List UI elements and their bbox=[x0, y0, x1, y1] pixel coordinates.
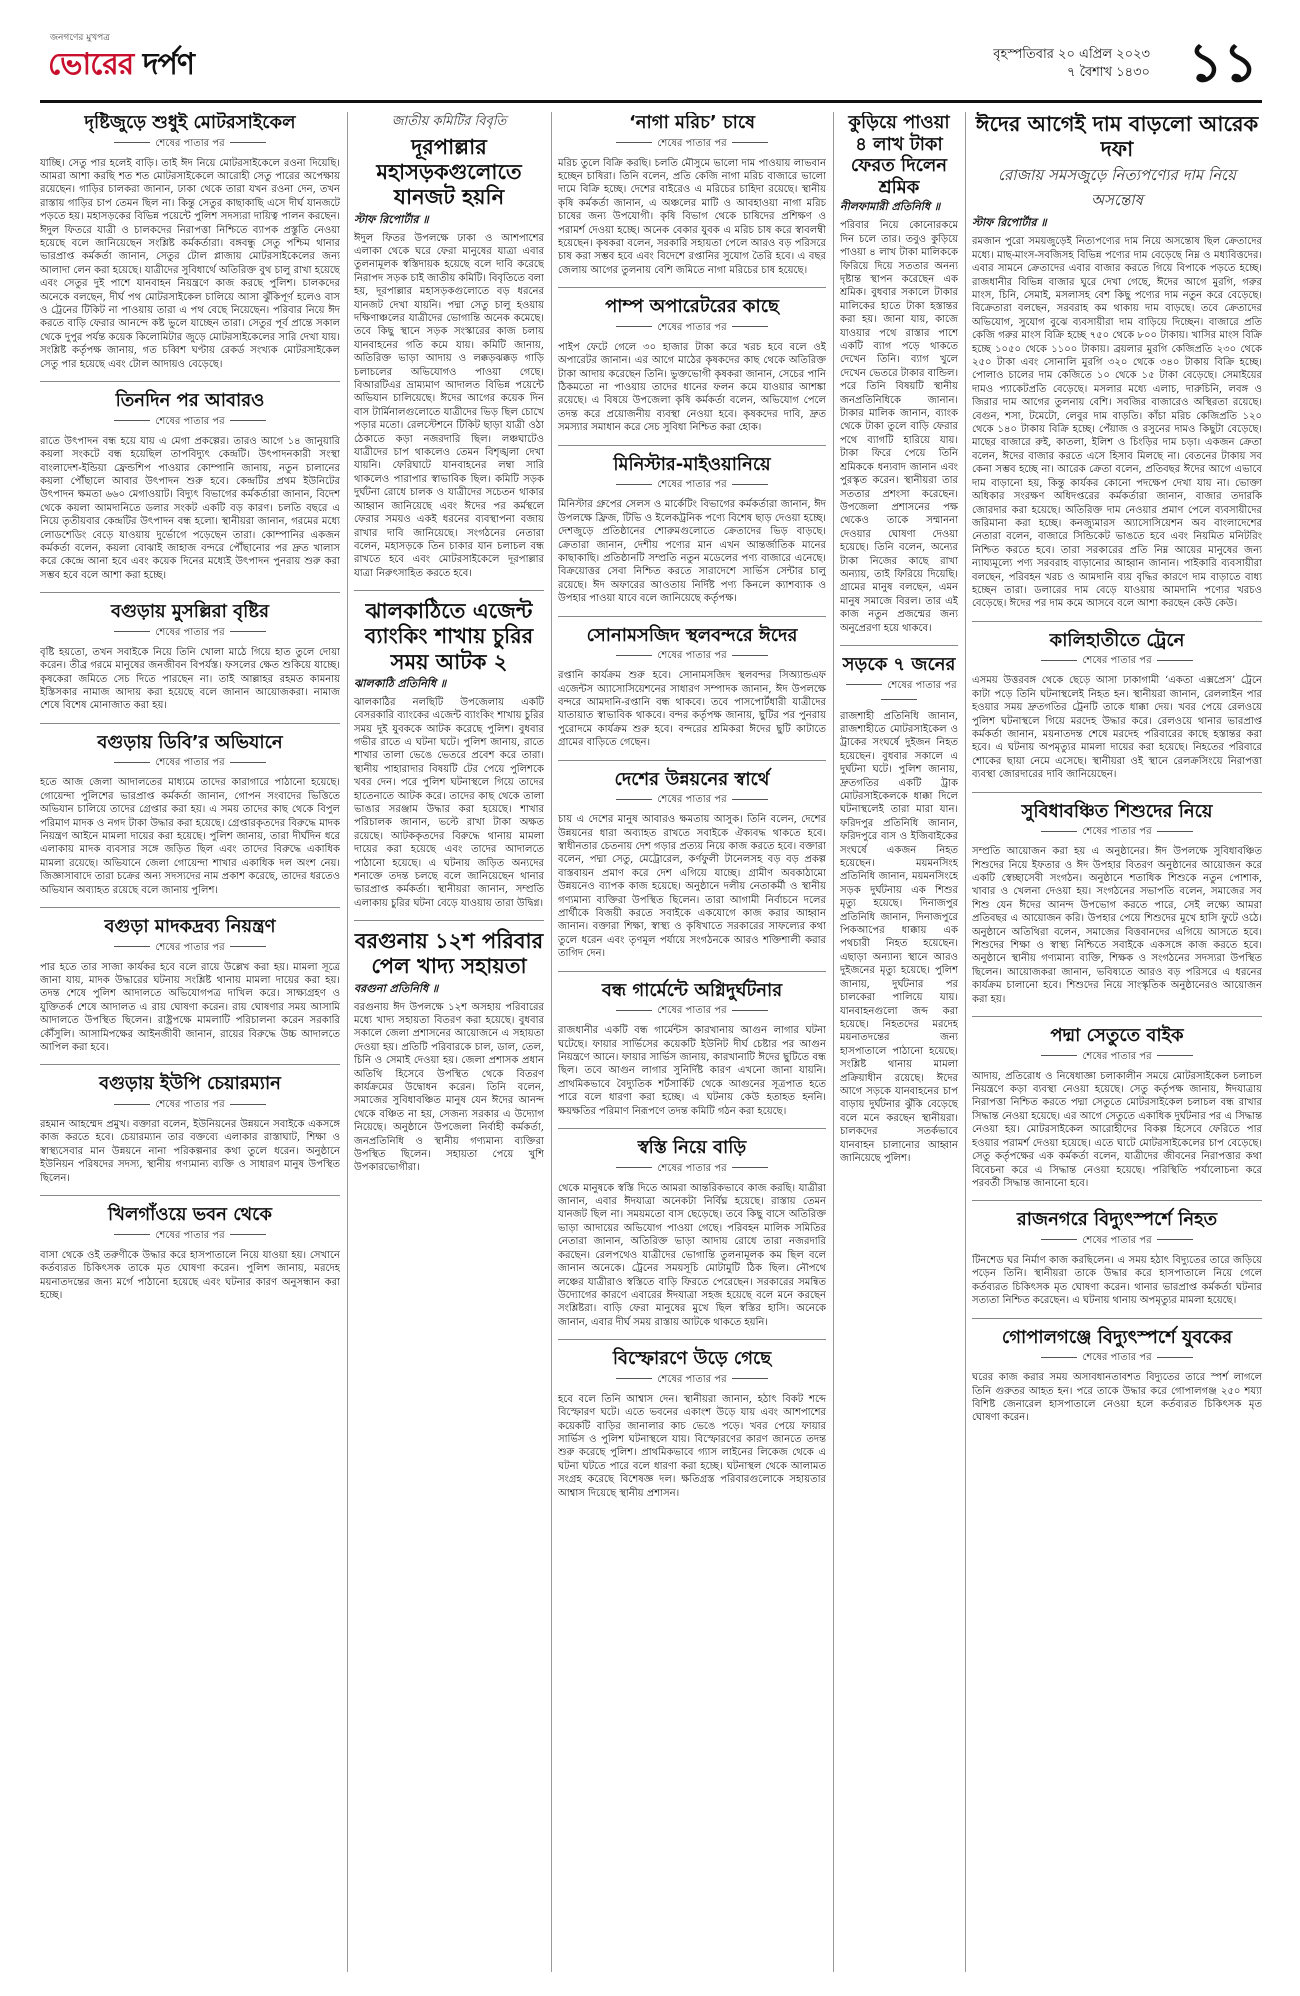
story-body: বৃষ্টি হয়তো, তখন সবাইকে নিয়ে তিনি খোলা মাঠে গিয়ে হাত তুলে দোয়া করেন। তীব্র গরমে মানুষের জনজীবন বিপর্যস্ত। ফসলের ক্ষেত শুকিয়ে যাচ্ছে। কৃষকেরা জমিতে সেচ দিতে পারছেন না। তাই আল্লাহর রহমত কামনায় ইস্তিসকার নামাজ আদায় করা হয়েছে বলে জানান আয়োজকরা। নামাজ শেষে বিশেষ মোনাজাত করা হয়। bbox=[40, 646, 340, 712]
headline: খিলগাঁওয়ে ভবন থেকে bbox=[108, 1204, 272, 1226]
headline: কালিহাতীতে ট্রেনে bbox=[1049, 629, 1185, 651]
story-road-7 bbox=[840, 654, 958, 1165]
continued-label: শেষের পাতার পর bbox=[40, 136, 340, 153]
column-divider bbox=[551, 112, 552, 1972]
story-body: হবে বলে তিনি আশ্বাস দেন। স্থানীয়রা জানান, হঠাৎ বিকট শব্দে বিস্ফোরণ ঘটে। এতে ভবনের একাংশ উড়ে যায় এবং আশপাশের কয়েকটি বাড়ির জানালার কাচ ভেঙে পড়ে। খবর পেয়ে ফায়ার সার্ভিস ও পুলিশ ঘটনাস্থলে যায়। বিস্ফোরণের কারণ জানতে তদন্ত শুরু করেছে পুলিশ। প্রাথমিকভাবে গ্যাস লাইনের লিকেজ থেকে এ ঘটনা ঘটতে পারে বলে ধারণা করা হচ্ছে। ঘটনাস্থল থেকে আলামত সংগ্রহ করেছে বিশেষজ্ঞ দল। ক্ষতিগ্রস্ত পরিবারগুলোকে সহায়তার আশ্বাস দিয়েছে স্থানীয় প্রশাসন। bbox=[558, 1393, 826, 1499]
continued-label: শেষের পাতার পর bbox=[40, 1097, 340, 1114]
story-body: ঘরের কাজ করার সময় অসাবধানতাবশত বিদ্যুতের তারে স্পর্শ লাগলে তিনি গুরুতর আহত হন। পরে তাকে উদ্ধার করে গোপালগঞ্জ ২৫০ শয্যা বিশিষ্ট জেনারেল হাসপাতালে নেওয়া হলে কর্তব্যরত চিকিৎসক মৃত ঘোষণা করেন। bbox=[972, 1372, 1262, 1424]
continued-label: শেষের পাতার পর bbox=[558, 1003, 826, 1020]
story-kalihati-train bbox=[972, 630, 1262, 782]
column-5 bbox=[972, 112, 1262, 1972]
story-highways-jam bbox=[354, 112, 544, 580]
story-bogura-db bbox=[40, 732, 340, 897]
headline: ‘নাগা মরিচ’ চাষে bbox=[628, 112, 756, 133]
page-number: ১১ bbox=[1187, 31, 1258, 94]
story-padma-bike bbox=[972, 1025, 1262, 1190]
byline: নীলফামারী প্রতিনিধি ॥ bbox=[840, 200, 941, 214]
continued-label: শেষের পাতার পর bbox=[558, 477, 826, 494]
continued-label: শেষের পাতার পর bbox=[558, 792, 826, 809]
story-body: পার হতে তার সাজা কার্যকর হবে বলে রায়ে উল্লেখ করা হয়। মামলা সূত্রে জানা যায়, মাদক উদ্ধারের ঘটনায় সংশ্লিষ্ট থানায় মামলা দায়ের করা হয়। তদন্ত শেষে পুলিশ আদালতে অভিযোগপত্র দাখিল করে। সাক্ষ্যগ্রহণ ও যুক্তিতর্ক শেষে আদালত এ রায় ঘোষণা করেন। রায় ঘোষণার সময় আসামি আদালতে উপস্থিত ছিলেন। রাষ্ট্রপক্ষে মামলাটি পরিচালনা করেন সরকারি কৌঁসুলি। আসামিপক্ষের আইনজীবী জানান, রায়ের বিরুদ্ধে উচ্চ আদালতে আপিল করা হবে। bbox=[40, 961, 340, 1054]
continued-label: শেষের পাতার পর bbox=[840, 678, 958, 706]
story-deprived-children bbox=[972, 801, 1262, 1006]
story-explosion bbox=[558, 1348, 826, 1500]
headline: সুবিধাবঞ্চিত শিশুদের নিয়ে bbox=[1021, 800, 1213, 822]
headline: সড়কে ৭ জনের bbox=[842, 653, 956, 675]
headline: স্বস্তি নিয়ে বাড়ি bbox=[637, 1137, 747, 1159]
headline: বগুড়া মাদকদ্রব্য নিয়ন্ত্রণ bbox=[104, 916, 276, 938]
story-minister-microwave bbox=[558, 454, 826, 606]
story-relief-home bbox=[558, 1137, 826, 1329]
story-body: রমজান পুরো সময়জুড়েই নিত্যপণ্যের দাম নিয়ে অসন্তোষ ছিল ক্রেতাদের মধ্যে। মাছ-মাংস-সবজিসহ বিভিন্ন পণ্যের দাম বেড়েছে নিম্ন ও মধ্যবিত্তদের। এবার সামনে ক্রেতাদের এবার বাজার করতে গিয়ে বিপাকে পড়তে হচ্ছে। রাজধানীর বিভিন্ন বাজার ঘুরে দেখা গেছে, ঈদের আগে মুরগি, গরুর মাংস, চিনি, সেমাই, মসলাসহ বেশ কিছু পণ্যের দাম নতুন করে বেড়েছে। বিক্রেতারা বলছেন, সরবরাহ কম থাকায় দাম বাড়ছে। তবে ক্রেতাদের অভিযোগ, সুযোগ বুঝে ব্যবসায়ীরা দাম বাড়িয়ে দিচ্ছেন। বাজারে প্রতি কেজি গরুর মাংস বিক্রি হচ্ছে ৭৫০ থেকে ৮০০ টাকায়। খাসির মাংস বিক্রি হচ্ছে ১০৫০ থেকে ১১০০ টাকায়। ব্রয়লার মুরগি কেজিপ্রতি ২৩০ থেকে ২৫০ টাকা এবং সোনালি মুরগি ৩২০ থেকে ৩৪০ টাকায় বিক্রি হচ্ছে। পোলাও চালের দাম কেজিতে ১০ থেকে ১৫ টাকা বেড়েছে। সেমাইয়ের দামও প্যাকেটপ্রতি বেড়েছে। মসলার মধ্যে এলাচ, দারুচিনি, লবঙ্গ ও জিরার দাম আগের তুলনায় বেশি। সবজির বাজারেও অস্থিরতা রয়েছে। বেগুন, শসা, টমেটো, লেবুর দাম বাড়তি। কাঁচা মরিচ কেজিপ্রতি ১২০ থেকে ১৪০ টাকায় বিক্রি হচ্ছে। পেঁয়াজ ও রসুনের দামও কিছুটা বেড়েছে। মাছের বাজারে রুই, কাতলা, ইলিশ ও চিংড়ির দাম চড়া। একজন ক্রেতা বলেন, ঈদের বাজার করতে এসে হিসাব মিলছে না। বেতনের টাকায় সব কেনা সম্ভব হচ্ছে না। আরেক ক্রেতা বলেন, প্রতিবছর ঈদের আগে এভাবে দাম বাড়ানো হয়, কিন্তু কার্যকর কোনো পদক্ষেপ দেখা যায় না। ভোক্তা অধিকার সংরক্ষণ অধিদপ্তরের কর্মকর্তারা জানান, বাজার তদারকি জোরদার করা হয়েছে। অতিরিক্ত দাম নেওয়ার প্রমাণ পেলে ব্যবসায়ীদের জরিমানা করা হচ্ছে। কনজ্যুমারস অ্যাসোসিয়েশন অব বাংলাদেশের নেতারা বলেন, বাজারে সিন্ডিকেট ভাঙতে হবে এবং নিয়মিত মনিটরিং নিশ্চিত করতে হবে। তারা সরকারের প্রতি নিম্ন আয়ের মানুষের জন্য ন্যায্যমূল্যে পণ্য সরবরাহ বাড়ানোর আহ্বান জানান। পাইকারি ব্যবসায়ীরা বলছেন, পরিবহন খরচ ও আমদানি ব্যয় বৃদ্ধির কারণে দাম বাড়াতে বাধ্য হচ্ছেন তারা। ডলারের দাম বেড়ে যাওয়ায় আমদানি পণ্যের খরচও বেড়েছে। ঈদের পর দাম কমে আসবে বলে আশা করছেন কেউ কেউ। bbox=[972, 236, 1262, 610]
masthead bbox=[40, 28, 1262, 98]
logo-part-b: দর্পণ bbox=[142, 47, 194, 82]
column-divider bbox=[347, 112, 348, 1972]
continued-label: শেষের পাতার পর bbox=[972, 1049, 1262, 1066]
headline: দৃষ্টিজুড়ে শুধুই মোটরসাইকেল bbox=[84, 112, 296, 133]
column-divider bbox=[965, 112, 966, 1972]
story-body: বরগুনায় ঈদ উপলক্ষে ১২শ অসহায় পরিবারের মধ্যে খাদ্য সহায়তা বিতরণ করা হয়েছে। বুধবার সকালে জেলা প্রশাসনের আয়োজনে এ সহায়তা দেওয়া হয়। প্রতিটি পরিবারকে চাল, ডাল, তেল, চিনি ও সেমাই দেওয়া হয়। জেলা প্রশাসক প্রধান অতিথি হিসেবে উপস্থিত থেকে বিতরণ কার্যক্রমের উদ্বোধন করেন। তিনি বলেন, সমাজের সুবিধাবঞ্চিত মানুষ যেন ঈদের আনন্দ থেকে বঞ্চিত না হয়, সেজন্য সরকার এ উদ্যোগ নিয়েছে। অনুষ্ঠানে উপজেলা নির্বাহী কর্মকর্তা, জনপ্রতিনিধি ও স্থানীয় গণ্যমান্য ব্যক্তিরা উপস্থিত ছিলেন। সহায়তা পেয়ে খুশি উপকারভোগীরা। bbox=[354, 1001, 544, 1174]
story-body: এসময় উত্তরবঙ্গ থেকে ছেড়ে আসা ঢাকাগামী ‘একতা এক্সপ্রেস’ ট্রেনে কাটা পড়ে তিনি ঘটনাস্থলেই নিহত হন। স্থানীয়রা জানান, রেললাইন পার হওয়ার সময় দ্রুতগতির ট্রেনটি তাকে ধাক্কা দেয়। খবর পেয়ে রেলওয়ে পুলিশ ঘটনাস্থলে গিয়ে মরদেহ উদ্ধার করে। রেলওয়ে থানার ভারপ্রাপ্ত কর্মকর্তা জানান, ময়নাতদন্ত শেষে মরদেহ পরিবারের কাছে হস্তান্তর করা হবে। এ ঘটনায় অপমৃত্যুর মামলা দায়ের করা হয়েছে। নিহতের পরিবারে শোকের ছায়া নেমে এসেছে। স্থানীয়রা ওই স্থানে রেলক্রসিংয়ে নিরাপত্তা ব্যবস্থা জোরদারের দাবি জানিয়েছেন। bbox=[972, 675, 1262, 781]
story-body: রাতে উৎপাদন বন্ধ হয়ে যায় এ মেগা প্রকল্পের। তারও আগে ১৪ জানুয়ারি কয়লা সংকটে বন্ধ হয়েছিল তাপবিদ্যুৎ কেন্দ্রটি। উৎপাদনকারী সংস্থা বাংলাদেশ-ইন্ডিয়া ফ্রেন্ডশিপ পাওয়ার কোম্পানি জানায়, নতুন চালানের কয়লা পৌঁছালে আবার উৎপাদন শুরু হবে। কেন্দ্রটির প্রথম ইউনিটের উৎপাদন ক্ষমতা ৬৬০ মেগাওয়াট। বিদ্যুৎ বিভাগের কর্মকর্তারা জানান, বিদেশ থেকে কয়লা আমদানিতে ডলার সংকট একটি বড় কারণ। চলতি বছরে এ নিয়ে তৃতীয়বার কেন্দ্রটির উৎপাদন বন্ধ হলো। স্থানীয়রা জানান, গরমের মধ্যে লোডশেডিং বেড়ে যাওয়ায় দুর্ভোগে পড়েছেন তারা। কোম্পানির একজন কর্মকর্তা বলেন, কয়লা বোঝাই জাহাজ বন্দরে পৌঁছানোর পর দ্রুত খালাস করে কেন্দ্রে আনা হবে এবং কয়েক দিনের মধ্যেই উৎপাদন পুনরায় শুরু করা সম্ভব হবে বলে আশা করা হচ্ছে। bbox=[40, 435, 340, 581]
story-bogura-drug bbox=[40, 916, 340, 1054]
headline: রাজনগরে বিদ্যুৎস্পর্শে নিহত bbox=[1016, 1209, 1218, 1231]
continued-label: শেষের পাতার পর bbox=[972, 824, 1262, 841]
continued-label: শেষের পাতার পর bbox=[40, 1228, 340, 1245]
byline: স্টাফ রিপোর্টার ॥ bbox=[354, 212, 429, 226]
headline: দূরপাল্লার মহাসড়কগুলোতে যানজট হয়নি bbox=[376, 135, 522, 210]
headline: বগুড়ায় মুসল্লিরা বৃষ্টির bbox=[110, 601, 269, 623]
headline: ঈদের আগেই দাম বাড়লো আরেক দফা bbox=[975, 112, 1259, 162]
story-gopalganj-electric bbox=[972, 1327, 1262, 1425]
story-motorcycle bbox=[40, 112, 340, 371]
headline: ঝালকাঠিতে এজেন্ট ব্যাংকিং শাখায় চুরির সময় আটক ২ bbox=[364, 599, 534, 674]
headline: বন্ধ গার্মেন্টে অগ্নিদুর্ঘটনার bbox=[601, 979, 783, 1001]
continued-label: শেষের পাতার পর bbox=[972, 1233, 1262, 1250]
byline: বরগুনা প্রতিনিধি ॥ bbox=[354, 981, 439, 995]
subheadline: রোজায় সমসজুড়ে নিত্যপণ্যের দাম নিয়ে অসন্তোষ bbox=[997, 166, 1237, 210]
headline: মিনিস্টার-মাইওয়ানিয়ে bbox=[613, 453, 771, 475]
story-body: যাচ্ছি। সেতু পার হলেই বাড়ি। তাই ঈদ নিয়ে মোটরসাইকেলে রওনা দিয়েছি। আমরা আশা করছি শত শত মোটরসাইকেলে আরোহী সেতু পারের অপেক্ষায় রয়েছেন। গাড়ির চালকরা জানান, ঢাকা থেকে তারা যখন রওনা দেন, তখন রাস্তায় গাড়ির চাপ তেমন ছিল না। কিন্তু সেতুর কাছাকাছি এসে দীর্ঘ যানজটে পড়তে হয়। মহাসড়কের বিভিন্ন পয়েন্টে পুলিশ সদস্যরা দায়িত্ব পালন করছেন। ঈদুল ফিতরে যাত্রী ও চালকদের নিরাপত্তা নিশ্চিতে ব্যাপক প্রস্তুতি নেওয়া হয়েছে বলে জানিয়েছেন সংশ্লিষ্ট কর্মকর্তারা। বঙ্গবন্ধু সেতু পশ্চিম থানার ভারপ্রাপ্ত কর্মকর্তা জানান, সেতুর টোল প্লাজায় মোটরসাইকেলের জন্য আলাদা লেন করা হয়েছে। যাত্রীদের সুবিধার্থে অতিরিক্ত বুথ চালু রাখা হয়েছে এবং সেতুর দুই পাশে যানবাহন নিয়ন্ত্রণে কাজ করছে পুলিশ। চালকদের অনেকে বলছেন, দীর্ঘ পথ মোটরসাইকেল চালিয়ে আসা ঝুঁকিপূর্ণ হলেও বাস ও ট্রেনের টিকিট না পাওয়ায় তারা এ পথ বেছে নিয়েছেন। পরিবার নিয়ে ঈদ করতে বাড়ি ফেরার আনন্দে কষ্ট ভুলে যাচ্ছেন তারা। সেতুর পূর্ব প্রান্তে সকাল থেকে দুপুর পর্যন্ত কয়েক কিলোমিটার জুড়ে মোটরসাইকেলের সারি দেখা যায়। সংশ্লিষ্ট কর্তৃপক্ষ জানায়, গত চব্বিশ ঘণ্টায় রেকর্ড সংখ্যক মোটরসাইকেল সেতু পার হয়েছে এবং টোল আদায়ও বেড়েছে। bbox=[40, 157, 340, 370]
story-sonamasjid bbox=[558, 625, 826, 750]
continued-label: শেষের পাতার পর bbox=[558, 320, 826, 337]
continued-label: শেষের পাতার পর bbox=[972, 653, 1262, 670]
newspaper-logo bbox=[48, 40, 194, 91]
continued-label: শেষের পাতার পর bbox=[40, 755, 340, 772]
headline: বগুড়ায় ইউপি চেয়ারম্যান bbox=[99, 1073, 281, 1095]
date-bangla: ৭ বৈশাখ ১৪৩০ bbox=[1067, 65, 1150, 80]
masthead-tagline: জনগণের মুখপত্র bbox=[50, 33, 110, 43]
story-khilgaon bbox=[40, 1204, 340, 1302]
headline: সোনামসজিদ স্থলবন্দরে ঈদের bbox=[586, 624, 798, 646]
story-body: টিনশেড ঘর নির্মাণ কাজ করছিলেন। এ সময় হঠাৎ বিদ্যুতের তারে জড়িয়ে পড়েন তিনি। স্থানীয়রা তাকে উদ্ধার করে হাসপাতালে নিয়ে গেলে কর্তব্যরত চিকিৎসক মৃত ঘোষণা করেন। থানার ভারপ্রাপ্ত কর্মকর্তা ঘটনার সত্যতা নিশ্চিত করেছেন। এ ঘটনায় থানায় অপমৃত্যুর মামলা হয়েছে। bbox=[972, 1254, 1262, 1307]
continued-label: শেষের পাতার পর bbox=[40, 414, 340, 431]
story-rajnagar-electric bbox=[972, 1209, 1262, 1307]
headline: বিস্ফোরণে উড়ে গেছে bbox=[612, 1348, 772, 1370]
story-body: রাজশাহী প্রতিনিধি জানান, রাজশাহীতে মোটরসাইকেল ও ট্রাকের সংঘর্ষে দুইজন নিহত হয়েছেন। বুধবার সকালে এ দুর্ঘটনা ঘটে। পুলিশ জানায়, দ্রুতগতির একটি ট্রাক মোটরসাইকেলকে ধাক্কা দিলে ঘটনাস্থলেই তারা মারা যান। ফরিদপুর প্রতিনিধি জানান, ফরিদপুরে বাস ও ইজিবাইকের সংঘর্ষে একজন নিহত হয়েছেন। ময়মনসিংহ প্রতিনিধি জানান, ময়মনসিংহে সড়ক দুর্ঘটনায় এক শিশুর মৃত্যু হয়েছে। দিনাজপুর প্রতিনিধি জানান, দিনাজপুরে পিকআপের ধাক্কায় এক পথচারী নিহত হয়েছেন। এছাড়া অন্যান্য স্থানে আরও দুইজনের মৃত্যু হয়েছে। পুলিশ জানায়, দুর্ঘটনার পর চালকেরা পালিয়ে যায়। যানবাহনগুলো জব্দ করা হয়েছে। নিহতদের মরদেহ ময়নাতদন্তের জন্য হাসপাতালে পাঠানো হয়েছে। সংশ্লিষ্ট থানায় মামলা প্রক্রিয়াধীন রয়েছে। ঈদের আগে সড়কে যানবাহনের চাপ বাড়ায় দুর্ঘটনার ঝুঁকি বেড়েছে বলে মনে করছেন স্থানীয়রা। চালকদের সতর্কভাবে যানবাহন চালানোর আহ্বান জানিয়েছে পুলিশ। bbox=[840, 710, 958, 1164]
column-4 bbox=[840, 112, 958, 1972]
story-body: রহমান আহম্মেদ প্রমুখ। বক্তারা বলেন, ইউনিয়নের উন্নয়নে সবাইকে একসঙ্গে কাজ করতে হবে। চেয়ারম্যান তার বক্তব্যে এলাকার রাস্তাঘাট, শিক্ষা ও স্বাস্থ্যসেবার মান উন্নয়নে নানা পরিকল্পনার কথা তুলে ধরেন। অনুষ্ঠানে ইউনিয়ন পরিষদের সদস্য, স্থানীয় গণ্যমান্য ব্যক্তি ও সাধারণ মানুষ উপস্থিত ছিলেন। bbox=[40, 1119, 340, 1184]
story-jhalokathi-bank bbox=[354, 599, 544, 910]
headline: কুড়িয়ে পাওয়া ৪ লাখ টাকা ফেরত দিলেন শ্রমিক bbox=[848, 112, 950, 198]
story-bogura-rain bbox=[40, 601, 340, 713]
continued-label: শেষের পাতার পর bbox=[558, 136, 826, 153]
story-worker-4lakh bbox=[840, 112, 958, 635]
story-garment-fire bbox=[558, 980, 826, 1118]
story-body: চায় এ দেশের মানুষ আবারও ক্ষমতায় আসুক। তিনি বলেন, দেশের উন্নয়নের ধারা অব্যাহত রাখতে সবাইকে ঐক্যবদ্ধ থাকতে হবে। স্বাধীনতার চেতনায় দেশ গড়ার প্রত্যয় নিয়ে কাজ করতে হবে। বক্তারা বলেন, পদ্মা সেতু, মেট্রোরেল, কর্ণফুলী টানেলসহ বড় বড় প্রকল্প বাস্তবায়ন প্রমাণ করে দেশ এগিয়ে যাচ্ছে। গ্রামীণ অবকাঠামো উন্নয়নেও ব্যাপক কাজ হয়েছে। অনুষ্ঠানে দলীয় নেতাকর্মী ও স্থানীয় গণ্যমান্য ব্যক্তিরা উপস্থিত ছিলেন। তারা আগামী নির্বাচনে দলের প্রার্থীকে বিজয়ী করতে সবাইকে একযোগে কাজ করার আহ্বান জানান। বক্তারা শিক্ষা, স্বাস্থ্য ও কৃষিখাতে সরকারের সাফল্যের কথা তুলে ধরেন এবং তৃণমূল পর্যায়ে সংগঠনকে আরও শক্তিশালী করার তাগিদ দেন। bbox=[558, 814, 826, 960]
story-body: আদায়, প্রতিরোধ ও নিষেধাজ্ঞা চলাকালীন সময়ে মোটরসাইকেল চলাচল নিয়ন্ত্রণে কড়া ব্যবস্থা নেওয়া হয়েছে। সেতু কর্তৃপক্ষ জানায়, ঈদযাত্রায় নিরাপত্তা নিশ্চিত করতে পদ্মা সেতুতে মোটরসাইকেল চলাচল বন্ধ রাখার সিদ্ধান্ত নেওয়া হয়েছে। এর আগে সেতুতে একাধিক দুর্ঘটনার পর এ সিদ্ধান্ত নেওয়া হয়। মোটরসাইকেল আরোহীদের বিকল্প হিসেবে ফেরিতে পার হওয়ার পরামর্শ দেওয়া হয়েছে। এতে ঘাটে মোটরসাইকেলের চাপ বেড়েছে। সেতু কর্তৃপক্ষের এক কর্মকর্তা বলেন, যাত্রীদের জীবনের নিরাপত্তার কথা বিবেচনা করে এ সিদ্ধান্ত নেওয়া হয়েছে। পরিস্থিতি পর্যালোচনা করে পরবর্তী সিদ্ধান্ত জানানো হবে। bbox=[972, 1070, 1262, 1189]
byline: স্টাফ রিপোর্টার ॥ bbox=[972, 216, 1047, 230]
continued-label: শেষের পাতার পর bbox=[558, 648, 826, 665]
story-country-progress bbox=[558, 769, 826, 961]
story-body: রপ্তানি কার্যক্রম শুরু হবে। সোনামসজিদ স্থলবন্দর সিঅ্যান্ডএফ এজেন্টস অ্যাসোসিয়েশনের সাধারণ সম্পাদক জানান, ঈদ উপলক্ষে বন্দরে আমদানি-রপ্তানি বন্ধ থাকবে। তবে পাসপোর্টধারী যাত্রীদের যাতায়াত স্বাভাবিক থাকবে। বন্দর কর্তৃপক্ষ জানায়, ছুটির পর পুনরায় পুরোদমে কার্যক্রম শুরু হবে। বন্দরের শ্রমিকরা ঈদের ছুটি কাটাতে গ্রামের বাড়িতে গেছেন। bbox=[558, 670, 826, 749]
story-barguna-food bbox=[354, 929, 544, 1175]
headline: গোপালগঞ্জে বিদ্যুৎস্পর্শে যুবকের bbox=[1001, 1326, 1233, 1348]
column-3 bbox=[558, 112, 826, 1972]
story-body: সম্প্রতি আয়োজন করা হয় এ অনুষ্ঠানের। ঈদ উপলক্ষে সুবিধাবঞ্চিত শিশুদের নিয়ে ইফতার ও ঈদ উপহার বিতরণ অনুষ্ঠানের আয়োজন করে একটি স্বেচ্ছাসেবী সংগঠন। অনুষ্ঠানে শতাধিক শিশুকে নতুন পোশাক, খাবার ও খেলনা দেওয়া হয়। সংগঠনের সভাপতি বলেন, সমাজের সব শিশু যেন ঈদের আনন্দ উপভোগ করতে পারে, সেই লক্ষ্যে আমরা প্রতিবছর এ আয়োজন করি। উপহার পেয়ে শিশুদের মুখে হাসি ফুটে ওঠে। অনুষ্ঠানে অতিথিরা বলেন, সমাজের বিত্তবানদের এগিয়ে আসতে হবে। শিশুদের শিক্ষা ও স্বাস্থ্য নিশ্চিতে সবাইকে একসঙ্গে কাজ করতে হবে। অনুষ্ঠানে স্থানীয় গণ্যমান্য ব্যক্তি, শিক্ষক ও সংগঠনের সদস্যরা উপস্থিত ছিলেন। আয়োজকরা জানান, ভবিষ্যতে আরও বড় পরিসরে এ ধরনের কার্যক্রম চালানো হবে। শিশুদের নিয়ে সাংস্কৃতিক অনুষ্ঠানেরও আয়োজন করা হয়। bbox=[972, 846, 1262, 1005]
continued-label: শেষের পাতার পর bbox=[40, 940, 340, 957]
headline: দেশের উন্নয়নের স্বার্থে bbox=[614, 768, 770, 790]
story-body: মিনিস্টার গ্রুপের সেলস ও মার্কেটিং বিভাগের কর্মকর্তারা জানান, ঈদ উপলক্ষে ফ্রিজ, টিভি ও ইলেকট্রনিক পণ্যে বিশেষ ছাড় দেওয়া হচ্ছে। দেশজুড়ে প্রতিষ্ঠানের শোরুমগুলোতে ক্রেতাদের ভিড় বাড়ছে। ক্রেতারা জানান, দেশীয় পণ্যের মান এখন আন্তর্জাতিক মানের কাছাকাছি। প্রতিষ্ঠানটি সম্প্রতি নতুন মডেলের পণ্য বাজারে এনেছে। বিক্রয়োত্তর সেবা নিশ্চিত করতে সারাদেশে সার্ভিস সেন্টার চালু রয়েছে। ঈদ অফারের আওতায় নির্দিষ্ট পণ্য কিনলে ক্যাশব্যাক ও উপহার পাওয়া যাবে বলে জানিয়েছে কর্তৃপক্ষ। bbox=[558, 499, 826, 605]
continued-label: শেষের পাতার পর bbox=[972, 1350, 1262, 1367]
story-body: রাজধানীর একটি বন্ধ গার্মেন্টস কারখানায় আগুন লাগার ঘটনা ঘটেছে। ফায়ার সার্ভিসের কয়েকটি ইউনিট দীর্ঘ চেষ্টার পর আগুন নিয়ন্ত্রণে আনে। ফায়ার সার্ভিস জানায়, কারখানাটি ঈদের ছুটিতে বন্ধ ছিল। তবে আগুন লাগার সুনির্দিষ্ট কারণ এখনো জানা যায়নি। প্রাথমিকভাবে বৈদ্যুতিক শর্টসার্কিট থেকে আগুনের সূত্রপাত হতে পারে বলে ধারণা করা হচ্ছে। এ ঘটনায় কেউ হতাহত হননি। ক্ষয়ক্ষতির পরিমাণ নিরূপণে তদন্ত কমিটি গঠন করা হয়েছে। bbox=[558, 1025, 826, 1117]
headline: পাম্প অপারেটরের কাছে bbox=[605, 296, 779, 318]
story-body: পরিবার নিয়ে কোনোরকমে দিন চলে তার। তবুও কুড়িয়ে পাওয়া ৪ লাখ টাকা মালিককে ফিরিয়ে দিয়ে সততার অনন্য দৃষ্টান্ত স্থাপন করেছেন এক শ্রমিক। বুধবার সকালে টাকার মালিকের হাতে টাকা হস্তান্তর করা হয়। জানা যায়, কাজে যাওয়ার পথে রাস্তার পাশে একটি ব্যাগ পড়ে থাকতে দেখেন তিনি। ব্যাগ খুলে দেখেন ভেতরে টাকার বান্ডিল। পরে তিনি বিষয়টি স্থানীয় জনপ্রতিনিধিকে জানান। টাকার মালিক জানান, ব্যাংক থেকে টাকা তুলে বাড়ি ফেরার পথে ব্যাগটি হারিয়ে যায়। টাকা ফিরে পেয়ে তিনি শ্রমিককে ধন্যবাদ জানান এবং পুরস্কৃত করেন। স্থানীয়রা তার সততার প্রশংসা করেছেন। উপজেলা প্রশাসনের পক্ষ থেকেও তাকে সম্মাননা দেওয়ার ঘোষণা দেওয়া হয়েছে। তিনি বলেন, অন্যের টাকা নিজের কাছে রাখা অন্যায়, তাই ফিরিয়ে দিয়েছি। গ্রামের মানুষ বলছেন, এমন মানুষ সমাজে বিরল। তার এই কাজ নতুন প্রজন্মের জন্য অনুপ্রেরণা হয়ে থাকবে। bbox=[840, 220, 958, 634]
continued-label: শেষের পাতার পর bbox=[558, 1161, 826, 1178]
story-body: ঈদুল ফিতর উপলক্ষে ঢাকা ও আশপাশের এলাকা থেকে ঘরে ফেরা মানুষের যাত্রা এবার তুলনামূলক স্বস্তিদায়ক হয়েছে বলে দাবি করেছে নিরাপদ সড়ক চাই জাতীয় কমিটি। বিবৃতিতে বলা হয়, দূরপাল্লার মহাসড়কগুলোতে বড় ধরনের যানজট দেখা যায়নি। পদ্মা সেতু চালু হওয়ায় দক্ষিণাঞ্চলের যাত্রীদের ভোগান্তি অনেক কমেছে। তবে কিছু স্থানে সড়ক সংস্কারের কাজ চলায় যানবাহনের গতি কমে যায়। কমিটি জানায়, অতিরিক্ত ভাড়া আদায় ও লক্কড়ঝক্কড় গাড়ি চলাচলের অভিযোগও পাওয়া গেছে। বিআরটিএর ভ্রাম্যমাণ আদালত বিভিন্ন পয়েন্টে অভিযান চালিয়েছে। ঈদের আগের কয়েক দিন বাস টার্মিনালগুলোতে যাত্রীদের ভিড় ছিল চোখে পড়ার মতো। রেলস্টেশনে টিকিট ছাড়া যাত্রী ওঠা ঠেকাতে কড়া নজরদারি ছিল। লঞ্চঘাটেও যাত্রীদের চাপ থাকলেও তেমন বিশৃঙ্খলা দেখা যায়নি। ফেরিঘাটে যানবাহনের লম্বা সারি থাকলেও পারাপার স্বাভাবিক ছিল। কমিটি সড়ক দুর্ঘটনা রোধে চালক ও যাত্রীদের সচেতন থাকার আহ্বান জানিয়েছে এবং ঈদের পর কর্মস্থলে ফেরার সময়ও একই ধরনের ব্যবস্থাপনা বজায় রাখার দাবি জানিয়েছে। সংগঠনের নেতারা বলেন, মহাসড়কে তিন চাকার যান চলাচল বন্ধ রাখতে হবে এবং মোটরসাইকেলে দূরপাল্লার যাত্রা নিরুৎসাহিত করতে হবে। bbox=[354, 232, 544, 579]
story-pump-operator bbox=[558, 296, 826, 434]
continued-label: শেষের পাতার পর bbox=[40, 625, 340, 642]
story-body: বাসা থেকে ওই তরুণীকে উদ্ধার করে হাসপাতালে নিয়ে যাওয়া হয়। সেখানে কর্তব্যরত চিকিৎসক তাকে মৃত ঘোষণা করেন। পুলিশ জানায়, মরদেহ ময়নাতদন্তের জন্য মর্গে পাঠানো হয়েছে এবং ঘটনার কারণ অনুসন্ধান করা হচ্ছে। bbox=[40, 1249, 340, 1301]
column-divider bbox=[833, 112, 834, 1972]
headline: পদ্মা সেতুতে বাইক bbox=[1050, 1025, 1184, 1047]
headline: তিনদিন পর আবারও bbox=[115, 390, 265, 412]
byline: ঝালকাঠি প্রতিনিধি ॥ bbox=[354, 676, 447, 690]
story-body: ঝালকাঠির নলছিটি উপজেলায় একটি বেসরকারি ব্যাংকের এজেন্ট ব্যাংকিং শাখায় চুরির সময় দুই যুবককে আটক করেছে পুলিশ। বুধবার গভীর রাতে এ ঘটনা ঘটে। পুলিশ জানায়, রাতে শাখার তালা ভেঙে ভেতরে প্রবেশ করে তারা। স্থানীয় পাহারাদার বিষয়টি টের পেয়ে পুলিশকে খবর দেন। পরে পুলিশ ঘটনাস্থলে গিয়ে তাদের হাতেনাতে আটক করে। তাদের কাছ থেকে তালা ভাঙার সরঞ্জাম উদ্ধার করা হয়েছে। শাখার পরিচালক জানান, ভল্টে রাখা টাকা অক্ষত রয়েছে। আটককৃতদের বিরুদ্ধে থানায় মামলা দায়ের করা হয়েছে এবং তাদের আদালতে পাঠানো হয়েছে। এ ঘটনায় জড়িত অন্যদের শনাক্তে তদন্ত চলছে বলে জানিয়েছেন থানার ভারপ্রাপ্ত কর্মকর্তা। স্থানীয়রা জানান, সম্প্রতি এলাকায় চুরির ঘটনা বেড়ে যাওয়ায় তারা উদ্বিগ্ন। bbox=[354, 696, 544, 909]
masthead-rule bbox=[40, 100, 1262, 103]
column-1 bbox=[40, 112, 340, 1972]
story-body: মরিচ তুলে বিক্রি করছি। চলতি মৌসুমে ভালো দাম পাওয়ায় লাভবান হচ্ছেন চাষিরা। তিনি বলেন, প্রতি কেজি নাগা মরিচ বাজারে ভালো দামে বিক্রি হচ্ছে। দেশের বাইরেও এ মরিচের চাহিদা রয়েছে। স্থানীয় কৃষি কর্মকর্তা জানান, এ অঞ্চলের মাটি ও আবহাওয়া নাগা মরিচ চাষের জন্য উপযোগী। কৃষি বিভাগ থেকে চাষিদের প্রশিক্ষণ ও পরামর্শ দেওয়া হচ্ছে। অনেক বেকার যুবক এ মরিচ চাষ করে স্বাবলম্বী হয়েছেন। কৃষকরা বলেন, সরকারি সহায়তা পেলে আরও বড় পরিসরে চাষ করা সম্ভব হবে এবং বিদেশে রপ্তানির সুযোগ তৈরি হবে। এ বছর জেলায় আগের তুলনায় বেশি জমিতে নাগা মরিচের চাষ হয়েছে। bbox=[558, 157, 826, 276]
headline: বরগুনায় ১২শ পরিবার পেল খাদ্য সহায়তা bbox=[354, 929, 544, 979]
story-body: হতে আজ জেলা আদালতের মাধ্যমে তাদের কারাগারে পাঠানো হয়েছে। গোয়েন্দা পুলিশের ভারপ্রাপ্ত কর্মকর্তা জানান, গোপন সংবাদের ভিত্তিতে অভিযান চালিয়ে তাদের গ্রেপ্তার করা হয়। এ সময় তাদের কাছ থেকে বিপুল পরিমাণ মাদক ও নগদ টাকা উদ্ধার করা হয়েছে। গ্রেপ্তারকৃতদের বিরুদ্ধে মাদক নিয়ন্ত্রণ আইনে মামলা দায়ের করা হয়েছে। পুলিশ জানায়, তারা দীর্ঘদিন ধরে এলাকায় মাদক ব্যবসার সঙ্গে জড়িত ছিল এবং তাদের বিরুদ্ধে একাধিক মামলা রয়েছে। অভিযানে জেলা গোয়েন্দা শাখার একাধিক দল অংশ নেয়। জিজ্ঞাসাবাদে তারা চক্রের অন্য সদস্যদের নাম প্রকাশ করেছে, তাদের ধরতেও অভিযান অব্যাহত রয়েছে বলে জানায় পুলিশ। bbox=[40, 777, 340, 896]
story-bogura-up bbox=[40, 1073, 340, 1185]
story-again-three-days bbox=[40, 390, 340, 582]
story-body: পাইপ ফেটে গেলে ৩০ হাজার টাকা করে খরচ হবে বলে ওই অপারেটর জানান। এর আগে মাঠের কৃষকদের কাছ থেকে অতিরিক্ত টাকা আদায় করেছেন তিনি। ভুক্তভোগী কৃষকরা জানান, সেচের পানি ঠিকমতো না পাওয়ায় তাদের ধানের ফলন কমে যাওয়ার আশঙ্কা রয়েছে। এ বিষয়ে উপজেলা কৃষি কর্মকর্তা বলেন, অভিযোগ পেলে তদন্ত করে প্রয়োজনীয় ব্যবস্থা নেওয়া হবে। কৃষকদের দাবি, দ্রুত সমস্যার সমাধান করে সেচ সুবিধা নিশ্চিত করা হোক। bbox=[558, 341, 826, 434]
story-body: থেকে মানুষকে স্বস্তি দিতে আমরা আন্তরিকভাবে কাজ করছি। যাত্রীরা জানান, এবার ঈদযাত্রা অনেকটা নির্বিঘ্ন হয়েছে। রাস্তায় তেমন যানজট ছিল না। সময়মতো বাস ছেড়েছে। তবে কিছু বাসে অতিরিক্ত ভাড়া আদায়ের অভিযোগ পাওয়া গেছে। পরিবহন মালিক সমিতির নেতারা জানান, অতিরিক্ত ভাড়া আদায় রোধে তারা নজরদারি করছেন। রেলপথেও যাত্রীদের ভোগান্তি তুলনামূলক কম ছিল বলে জানান অনেকে। ট্রেনের সময়সূচি মোটামুটি ঠিক ছিল। নৌপথে লঞ্চের যাত্রীরাও স্বস্তিতে বাড়ি ফিরতে পেরেছেন। সরকারের সমন্বিত উদ্যোগের কারণে এবারের ঈদযাত্রা সহজ হয়েছে বলে মনে করছেন সংশ্লিষ্টরা। বাড়ি ফেরা মানুষের মুখে ছিল স্বস্তির হাসি। অনেকে জানান, এবার দীর্ঘ সময় রাস্তায় আটকে থাকতে হয়নি। bbox=[558, 1182, 826, 1328]
kicker: জাতীয় কমিটির বিবৃতি bbox=[391, 114, 507, 129]
headline: বগুড়ায় ডিবি’র অভিযানে bbox=[97, 731, 283, 753]
column-2 bbox=[354, 112, 544, 1972]
logo-part-a: ভোরের bbox=[48, 47, 143, 82]
story-naga-chili bbox=[558, 112, 826, 277]
story-eid-prices bbox=[972, 112, 1262, 611]
continued-label: শেষের পাতার পর bbox=[558, 1372, 826, 1389]
dateline bbox=[993, 46, 1150, 82]
date-gregorian: বৃহস্পতিবার ২০ এপ্রিল ২০২৩ bbox=[993, 47, 1150, 62]
